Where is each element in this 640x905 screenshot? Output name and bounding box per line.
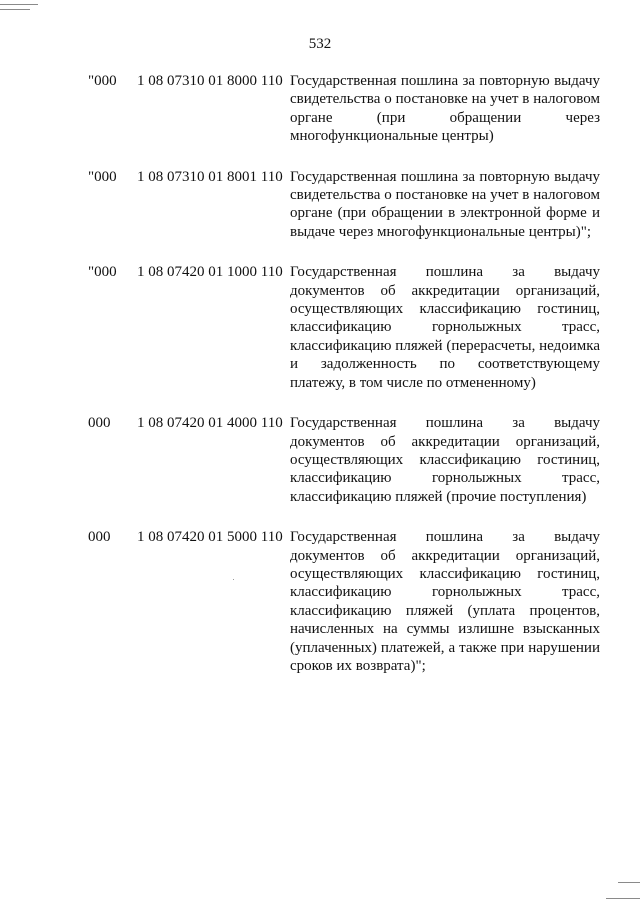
fee-entry (88, 414, 600, 506)
scan-speck (233, 579, 234, 580)
admin-code: 000 (88, 415, 111, 432)
fee-description: Государственная пошлина за выдачу документов об аккредитации организаций, осуществляющих классификацию гостиниц, классификацию горнолыжных трасс, классификацию пляжей (уплата процентов, начисленных на суммы излишне взысканных (уплаченных) платежей, а также при нарушении сроков их возврата)"; (290, 529, 600, 674)
fee-entry (88, 168, 600, 242)
admin-code: "000 (88, 73, 117, 89)
scan-edge-mark (618, 882, 640, 883)
admin-code: 000 (88, 529, 111, 546)
budget-classification-code: 1 08 07420 01 5000 110 (137, 529, 283, 546)
scan-edge-mark (0, 9, 30, 10)
fee-description: Государственная пошлина за выдачу документов об аккредитации организаций, осуществляющих классификацию гостиниц, классификацию горнолыжных трасс, классификацию пляжей (перерасчеты, недоимка и задолженность по соответствующему платежу, в том числе по отмененному) (290, 264, 600, 391)
fee-description: Государственная пошлина за повторную выдачу свидетельства о постановке на учет в налоговом органе (при обращении в электронной форме и выдаче через многофункциональные центры)"; (290, 168, 600, 240)
admin-code: "000 (88, 168, 117, 185)
budget-classification-code: 1 08 07420 01 4000 110 (137, 415, 283, 432)
budget-classification-code: 1 08 07310 01 8001 110 (137, 168, 283, 185)
fee-code-list (88, 72, 600, 675)
fee-entry (88, 528, 600, 675)
budget-classification-code: 1 08 07310 01 8000 110 (137, 73, 283, 89)
page-number: 532 (308, 36, 332, 52)
fee-entry (88, 72, 600, 146)
fee-description: Государственная пошлина за выдачу документов об аккредитации организаций, осуществляющих классификацию гостиниц, классификацию горнолыжных трасс, классификацию пляжей (прочие поступления) (290, 415, 600, 505)
fee-description: Государственная пошлина за повторную выдачу свидетельства о постановке на учет в налоговом органе (при обращении через многофункциональные центры) (290, 73, 600, 145)
scan-edge-mark (606, 898, 640, 899)
fee-entry (88, 263, 600, 392)
admin-code: "000 (88, 264, 117, 281)
budget-classification-code: 1 08 07420 01 1000 110 (137, 264, 283, 281)
scan-edge-mark (0, 4, 38, 5)
